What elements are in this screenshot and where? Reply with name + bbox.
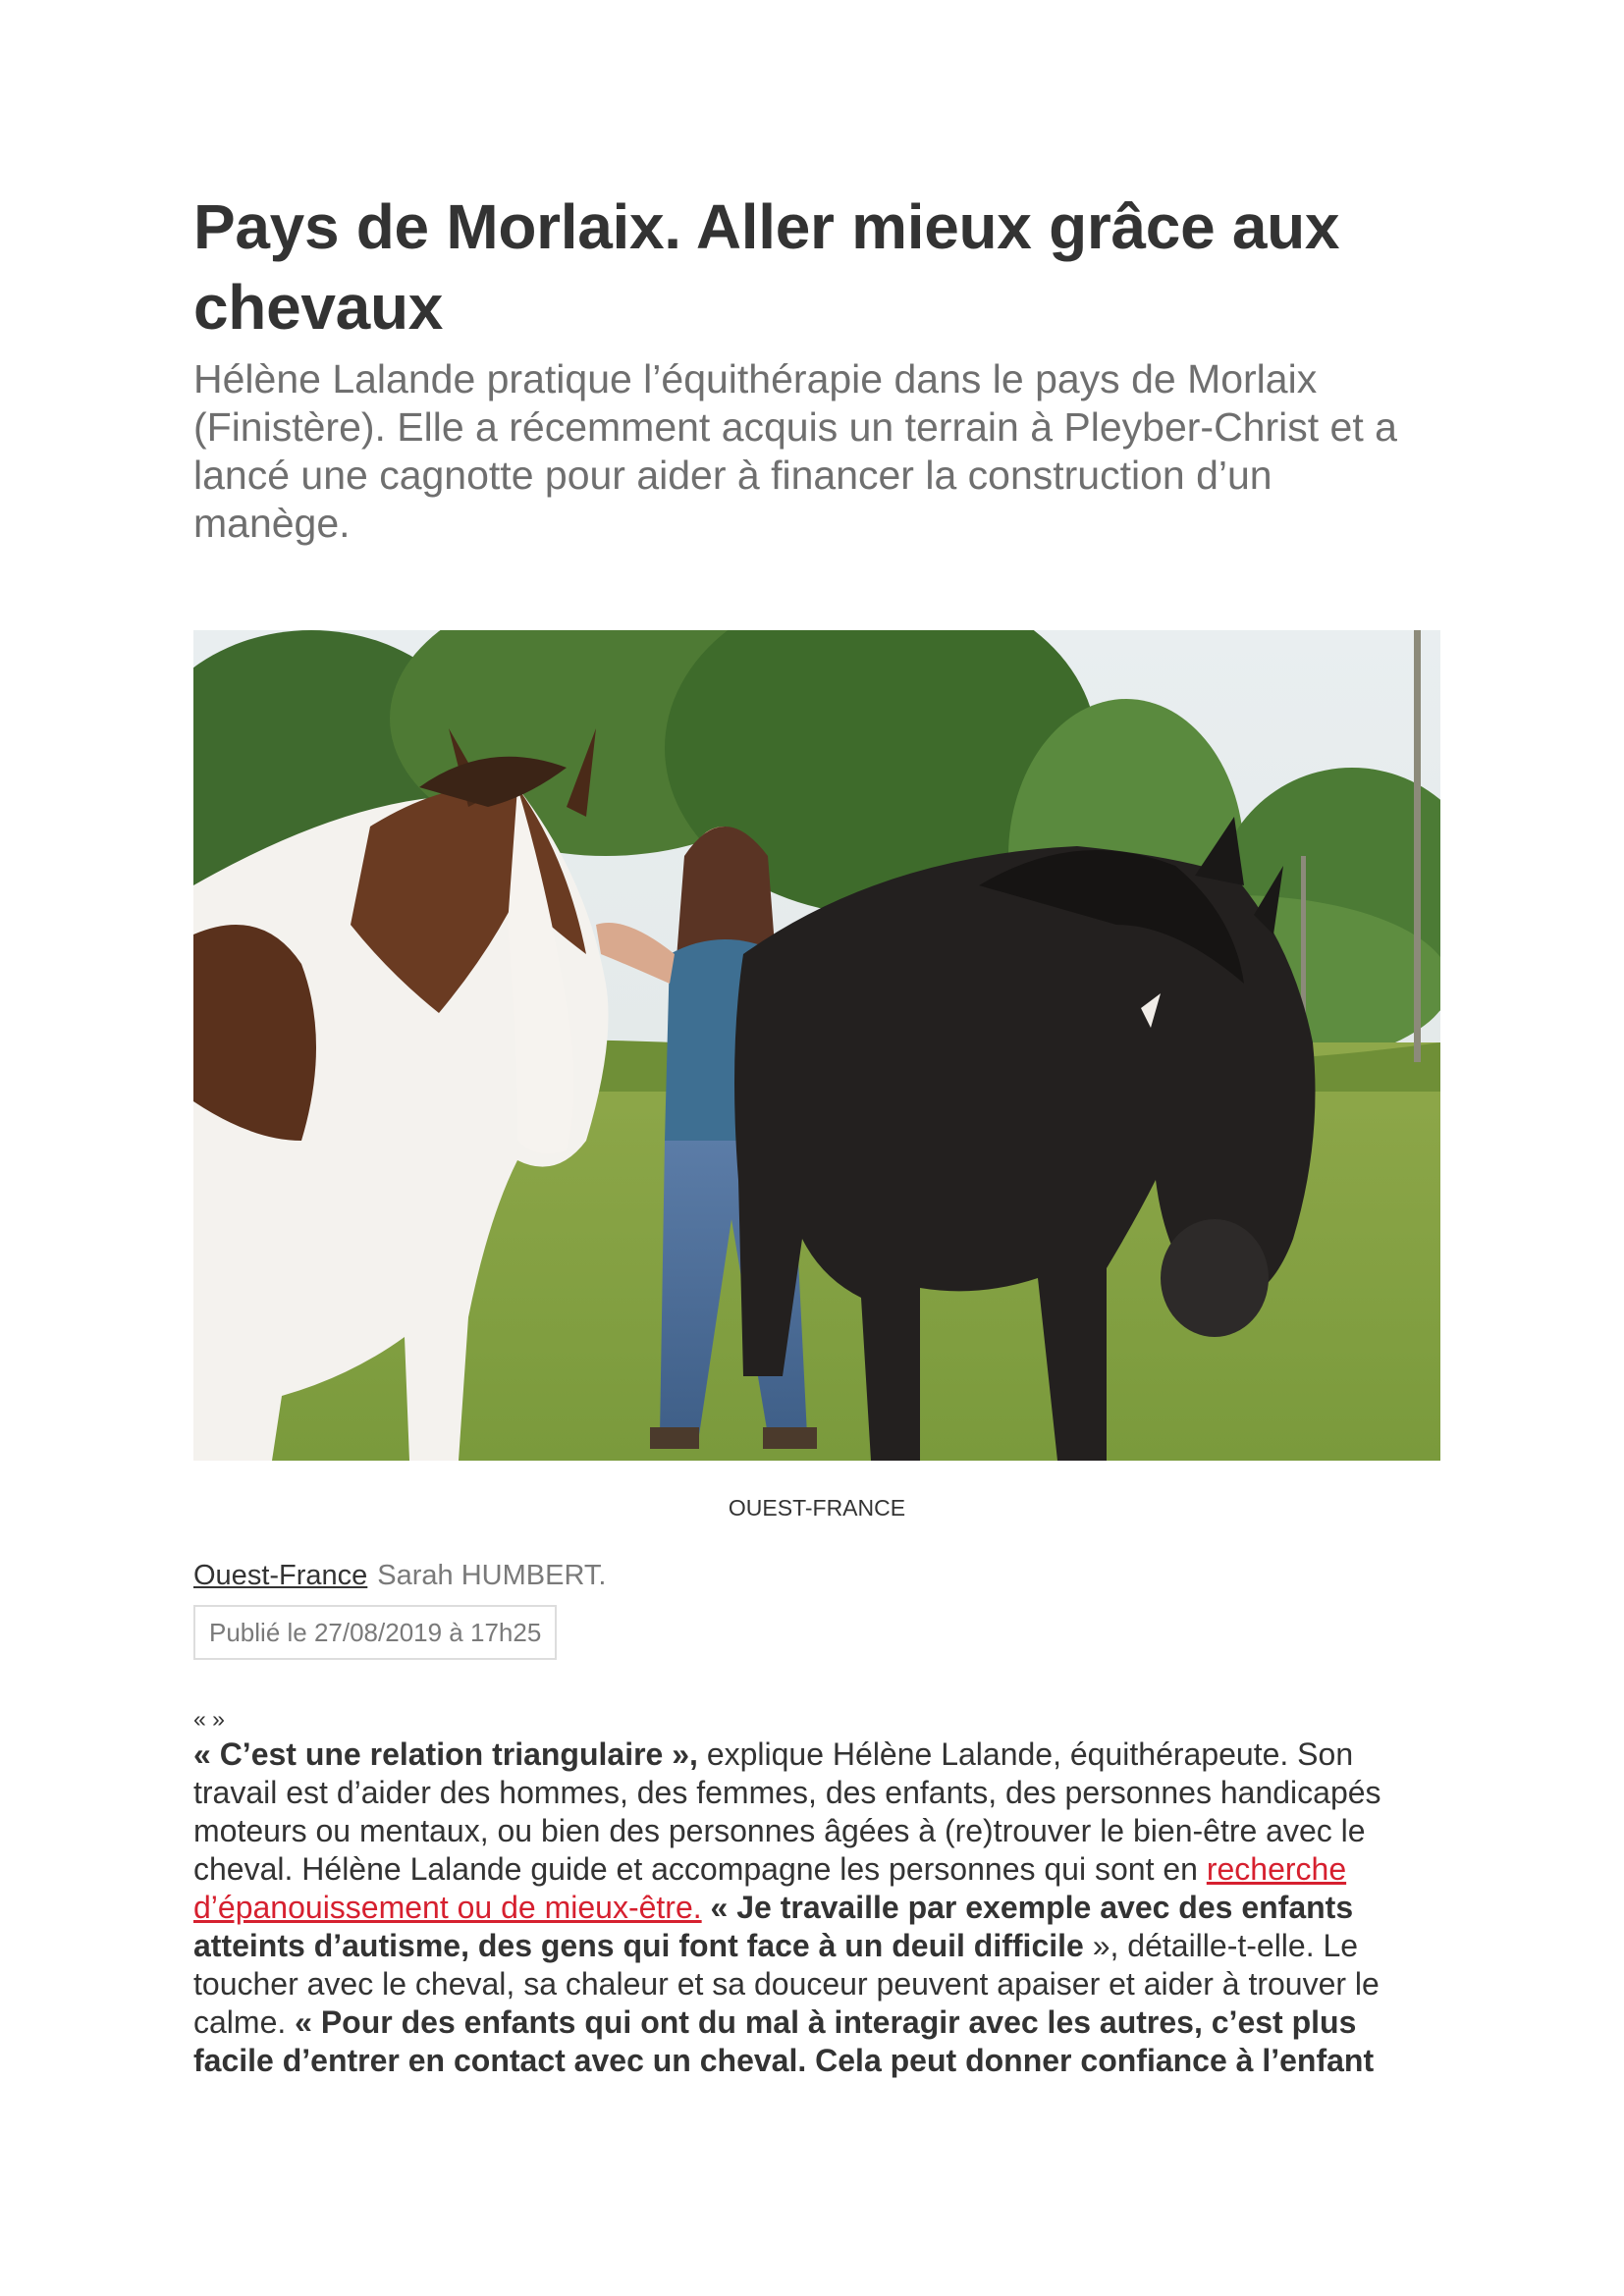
article-title: Pays de Morlaix. Aller mieux grâce aux chevaux xyxy=(193,191,1340,343)
photo-caption: OUEST-FRANCE xyxy=(728,1495,906,1521)
body-quote-2: « Je travaille par exemple avec des enfants atteints d’autisme, des gens qui font face à un deuil difficile xyxy=(193,1890,1354,1963)
source-link[interactable]: Ouest-France xyxy=(193,1560,368,1591)
empty-quote: « » xyxy=(193,1706,225,1732)
byline xyxy=(193,1559,606,1592)
body-link[interactable]: recherche d’épanouissement ou de mieux-être. xyxy=(193,1851,1347,1925)
body-quote-3: « Pour des enfants qui ont du mal à interagir avec les autres, c’est plus facile d’entrer en contact avec un cheval. Cela peut donner confiance à l’enfant xyxy=(193,2004,1375,2078)
article xyxy=(193,187,1440,2078)
body-text-1: explique Hélène Lalande, équithérapeute. Son travail est d’aider des hommes, des femmes, des enfants, des personnes handicapés moteurs ou mentaux, ou bien des personnes âgées à (re)trouver le bien-être avec le cheval. Hélène Lalande guide et accompagne les personnes qui sont en xyxy=(193,1736,1381,1887)
author-name: Sarah HUMBERT. xyxy=(377,1560,607,1591)
article-subtitle: Hélène Lalande pratique l’équithérapie dans le pays de Morlaix (Finistère). Elle a récemment acquis un terrain à Pleyber-Christ et a lancé une cagnotte pour aider à financer la construction d’un manège. xyxy=(193,356,1397,546)
article-photo xyxy=(193,630,1440,1461)
body-text-2: », détaille-t-elle. Le toucher avec le cheval, sa chaleur et sa douceur peuvent apaiser et aider à trouver le calme. xyxy=(193,1928,1380,2040)
body-quote-1: « C’est une relation triangulaire », xyxy=(193,1736,698,1772)
published-date: Publié le 27/08/2019 à 17h25 xyxy=(193,1605,557,1660)
body-spacer xyxy=(702,1890,711,1925)
article-body xyxy=(193,1735,1442,2080)
